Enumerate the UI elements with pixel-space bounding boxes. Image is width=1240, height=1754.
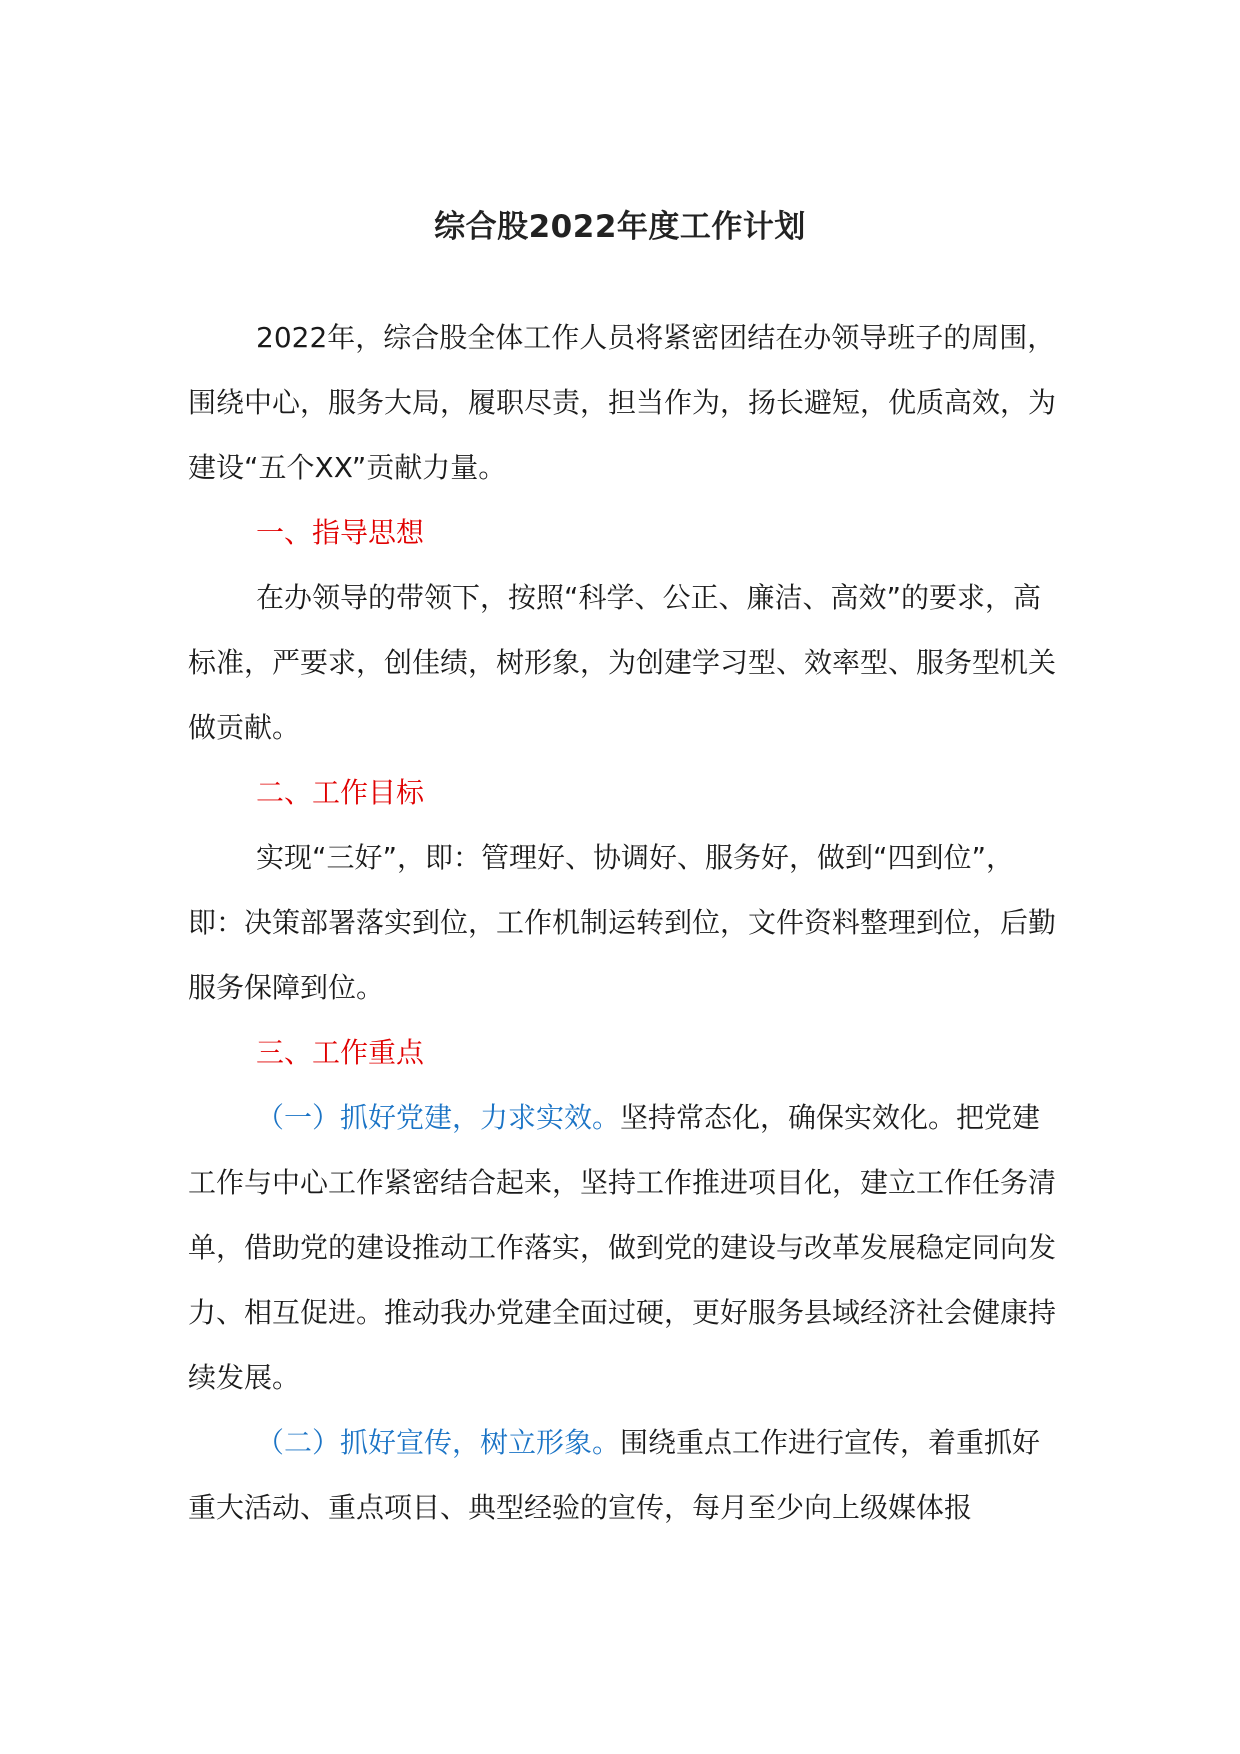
work-focus-item-body: 坚持常态化，确保实效化。把党建工作与中心工作紧密结合起来，坚持工作推进项目化，建立工作任务清单，借助党的建设推动工作落实，做到党的建设与改革发展稳定同向发力、相互促进。推动我办党建全面过硬，更好服务县域经济社会健康持续发展。 — [188, 1101, 1057, 1394]
section-heading-work-focus: 三、工作重点 — [256, 1036, 425, 1069]
document-body — [188, 305, 1068, 1540]
document-title: 综合股2022年度工作计划 — [434, 209, 806, 245]
work-focus-item-publicity — [188, 1410, 1068, 1540]
work-focus-item-party-building — [188, 1085, 1068, 1410]
section-body-guiding-thought: 在办领导的带领下，按照“科学、公正、廉洁、高效”的要求，高标准，严要求，创佳绩，树形象，为创建学习型、效率型、服务型机关做贡献。 — [188, 581, 1057, 744]
work-focus-item-lead: （二）抓好宣传，树立形象。 — [256, 1426, 621, 1459]
work-focus-item-body: 围绕重点工作进行宣传，着重抓好重大活动、重点项目、典型经验的宣传，每月至少向上级媒体报 — [188, 1426, 1041, 1524]
section-heading-work-goals: 二、工作目标 — [256, 776, 425, 809]
intro-paragraph: 2022年，综合股全体工作人员将紧密团结在办领导班子的周围，围绕中心，服务大局，履职尽责，担当作为，扬长避短，优质高效，为建设“五个XX”贡献力量。 — [188, 321, 1057, 484]
work-focus-item-lead: （一）抓好党建，力求实效。 — [256, 1101, 621, 1134]
section-heading-guiding-thought: 一、指导思想 — [256, 516, 425, 549]
section-body-work-goals: 实现“三好”，即：管理好、协调好、服务好，做到“四到位”，即：决策部署落实到位，工作机制运转到位，文件资料整理到位，后勤服务保障到位。 — [188, 841, 1057, 1004]
